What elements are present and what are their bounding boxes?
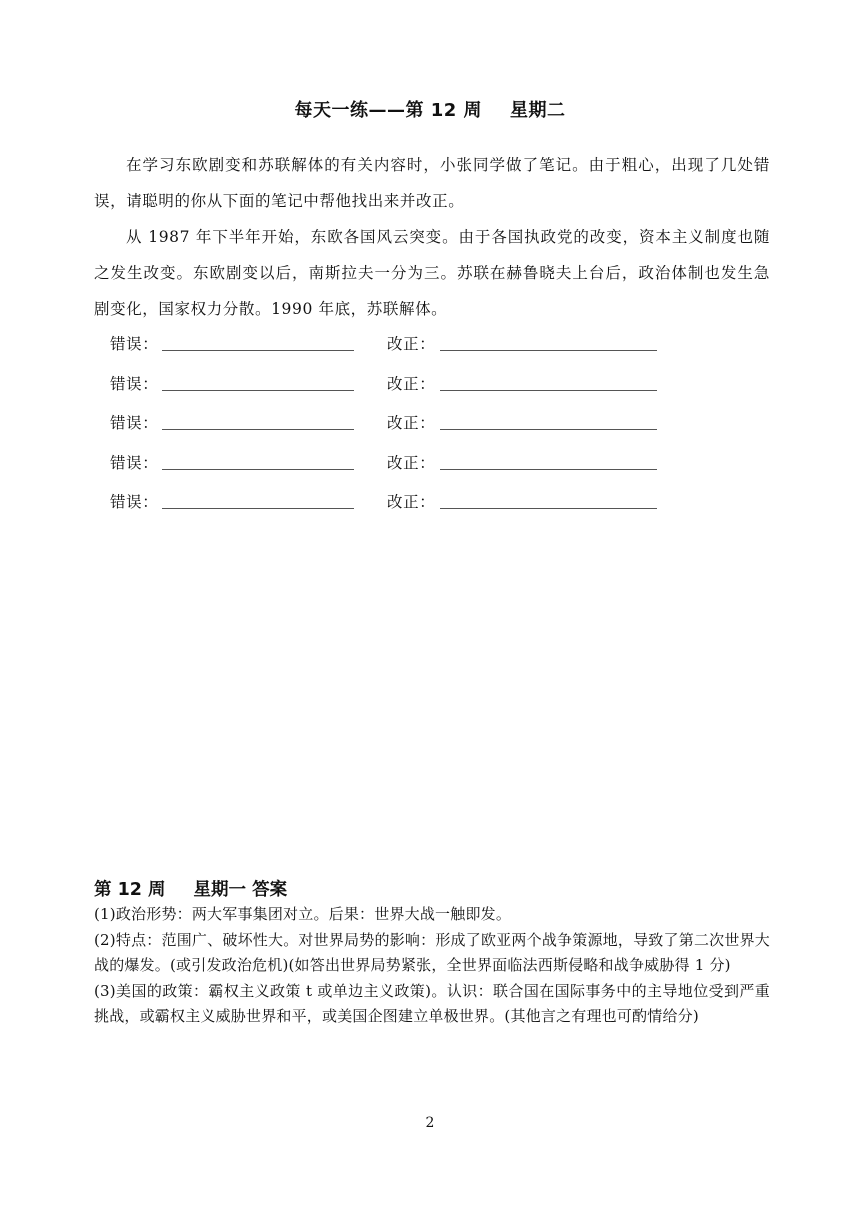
error-blank[interactable] <box>162 508 354 509</box>
question-notes: 从 1987 年下半年开始，东欧各国风云突变。由于各国执政党的改变，资本主义制度也随之发生改变。东欧剧变以后，南斯拉夫一分为三。苏联在赫鲁晓夫上台后，政治体制也发生急剧变化，国家权力分散。1990 年底，苏联解体。 <box>94 228 770 318</box>
answer-list <box>94 902 770 1030</box>
correction-label: 改正： <box>387 493 436 511</box>
error-label: 错误： <box>110 374 159 393</box>
answer-heading-week: 第 12 周 <box>94 880 166 900</box>
correction-blank[interactable] <box>440 429 657 430</box>
error-label: 错误： <box>110 453 159 472</box>
error-blank[interactable] <box>162 429 354 430</box>
correction-blank[interactable] <box>440 390 657 391</box>
answer-row <box>110 368 710 408</box>
error-label: 错误： <box>110 414 159 432</box>
page-title <box>0 96 860 122</box>
correction-label: 改正： <box>387 374 436 393</box>
question-intro: 在学习东欧剧变和苏联解体的有关内容时，小张同学做了笔记。由于粗心，出现了几处错误，请聪明的你从下面的笔记中帮他找出来并改正。 <box>94 156 770 210</box>
answer-row <box>110 486 710 526</box>
answer-heading-rest: 星期一 答案 <box>193 880 288 900</box>
page-number: 2 <box>425 1115 435 1131</box>
correction-label: 改正： <box>387 414 436 432</box>
answer-item: (3)美国的政策：霸权主义政策 t 或单边主义政策)。认识：联合国在国际事务中的主导地位受到严重挑战，或霸权主义威胁世界和平，或美国企图建立单极世界。(其他言之有理也可酌情给分) <box>94 981 770 1025</box>
error-blank[interactable] <box>162 469 354 470</box>
correction-blank[interactable] <box>440 508 657 509</box>
answer-row <box>110 407 710 447</box>
error-blank[interactable] <box>162 390 354 391</box>
page-title-day: 星期二 <box>510 100 566 121</box>
correction-label: 改正： <box>387 335 436 353</box>
answer-rows <box>110 328 710 526</box>
page-title-main: 每天一练——第 12 周 <box>294 100 483 121</box>
answer-row <box>110 328 710 368</box>
answer-row <box>110 447 710 487</box>
correction-blank[interactable] <box>440 350 657 351</box>
answer-heading <box>94 876 287 901</box>
answer-item: (2)特点：范围广、破坏性大。对世界局势的影响：形成了欧亚两个战争策源地，导致了第二次世界大战的爆发。(或引发政治危机)(如答出世界局势紧张，全世界面临法西斯侵略和战争威胁得 1 分) <box>94 930 770 974</box>
error-label: 错误： <box>110 493 159 511</box>
correction-label: 改正： <box>387 453 436 472</box>
answer-item: (1)政治形势：两大军事集团对立。后果：世界大战一触即发。 <box>94 905 512 923</box>
correction-blank[interactable] <box>440 469 657 470</box>
error-label: 错误： <box>110 335 159 353</box>
error-blank[interactable] <box>162 350 354 351</box>
